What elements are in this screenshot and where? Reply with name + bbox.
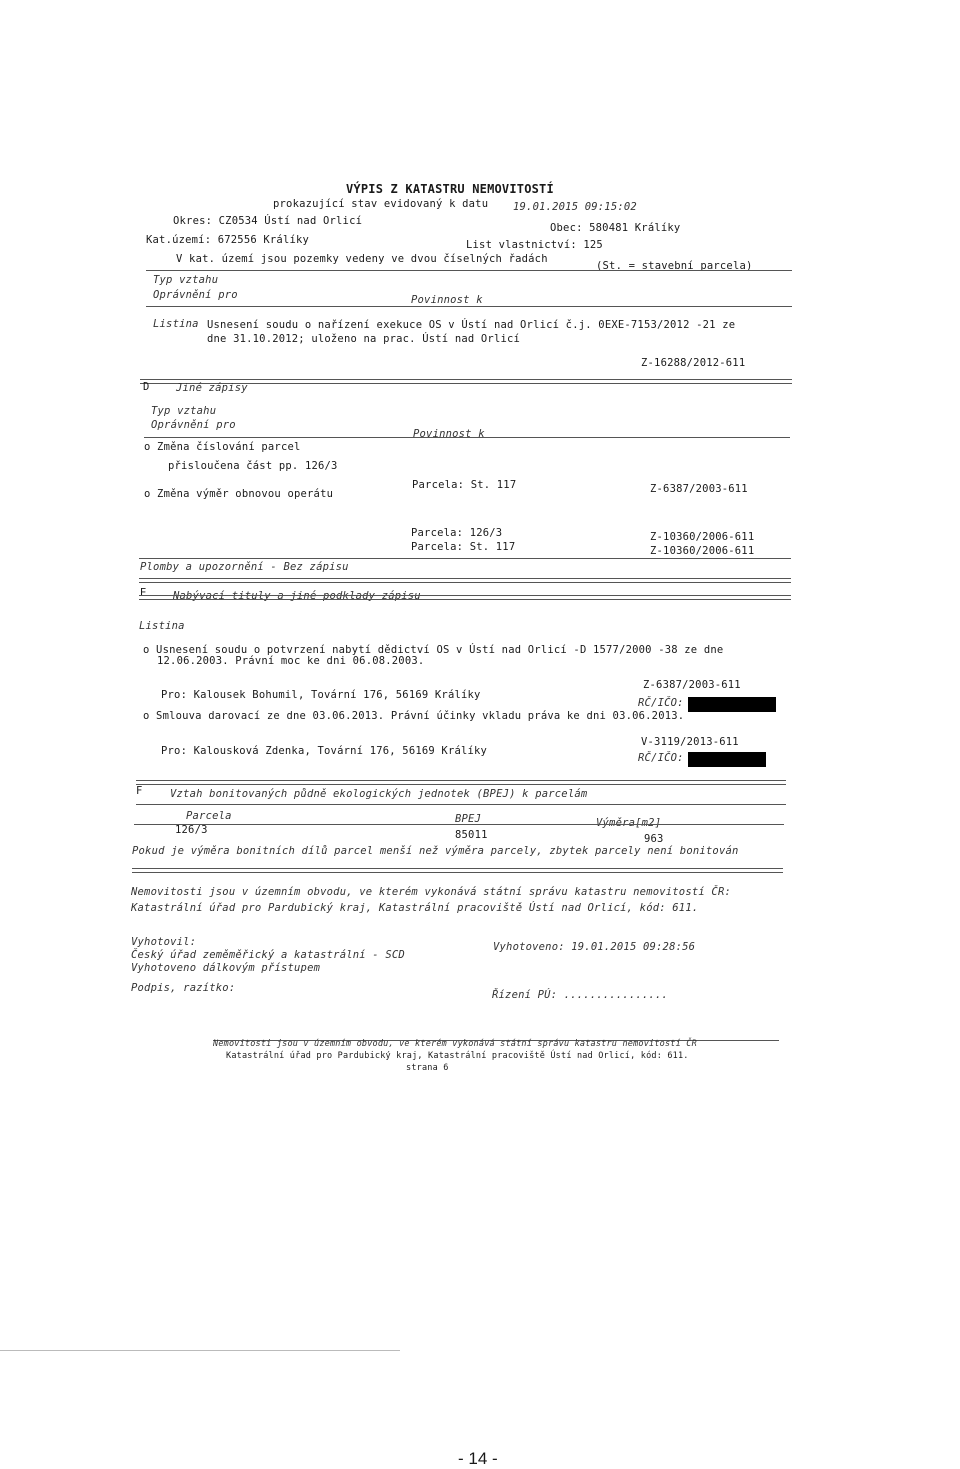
divider bbox=[139, 558, 791, 559]
zmena-vymer: o Změna výměr obnovou operátu bbox=[144, 488, 334, 500]
e-entry2-ref: V-3119/2013-611 bbox=[641, 736, 739, 748]
plomby: Plomby a upozornění - Bez zápisu bbox=[140, 561, 349, 573]
ref-z10360-b: Z-10360/2006-611 bbox=[650, 545, 755, 557]
list-vlastnictvi: List vlastnictví: 125 bbox=[466, 239, 603, 251]
bpej-note: Pokud je výměra bonitních dílů parcel menší než výměra parcely, zbytek parcely není bonitován bbox=[132, 845, 739, 857]
footer-line2: Katastrální úřad pro Pardubický kraj, Katastrální pracoviště Ústí nad Orlicí, kód: 611. bbox=[131, 902, 699, 914]
row-bpej: 85011 bbox=[455, 829, 488, 841]
e-entry2-rc: RČ/IČO: bbox=[638, 752, 684, 764]
typ-vztahu-label: Typ vztahu bbox=[151, 405, 217, 417]
e-entry1-line1: o Usnesení soudu o potvrzení nabytí dědictví OS v Ústí nad Orlicí -D 1577/2000 -38 ze dne bbox=[143, 644, 724, 656]
e-entry2-line1: o Smlouva darovací ze dne 03.06.2013. Právní účinky vkladu práva ke dni 03.06.2013. bbox=[143, 710, 685, 722]
listina-ref: Z-16288/2012-611 bbox=[641, 357, 746, 369]
col-vymera: Výměra[m2] bbox=[596, 817, 662, 829]
listina-line1: Usnesení soudu o nařízení exekuce OS v Ústí nad Orlicí č.j. 0EXE-7153/2012 -21 ze bbox=[207, 319, 736, 331]
col-bpej: BPEJ bbox=[455, 813, 482, 825]
section-divider bbox=[139, 578, 791, 583]
section-divider bbox=[139, 595, 791, 600]
divider bbox=[136, 804, 786, 805]
divider bbox=[146, 306, 792, 307]
redaction-box bbox=[688, 752, 766, 767]
ref-z10360-a: Z-10360/2006-611 bbox=[650, 531, 755, 543]
page-footer-line2: Katastrální úřad pro Pardubický kraj, Katastrální pracoviště Ústí nad Orlicí, kód: 611. bbox=[226, 1051, 689, 1061]
section-divider bbox=[132, 868, 783, 873]
opravneni-pro-label: Oprávnění pro bbox=[151, 419, 236, 431]
vyhotovil-2: Vyhotoveno dálkovým přístupem bbox=[131, 962, 321, 974]
parcela-st117-b: Parcela: St. 117 bbox=[411, 541, 516, 553]
page-number: - 14 - bbox=[458, 1449, 498, 1468]
section-e-letter: E bbox=[140, 587, 147, 599]
zmena-cislovani: o Změna číslování parcel bbox=[144, 441, 301, 453]
note-stavebni: (St. = stavební parcela) bbox=[596, 260, 753, 272]
vyhotoveno: Vyhotoveno: 19.01.2015 09:28:56 bbox=[493, 941, 696, 953]
vyhotovil-label: Vyhotovil: bbox=[131, 936, 197, 948]
parcela-st117: Parcela: St. 117 bbox=[412, 479, 517, 491]
katastralni-uzemi: Kat.území: 672556 Králíky bbox=[146, 234, 310, 246]
footer-line1: Nemovitosti jsou v územním obvodu, ve kterém vykonává státní správu katastru nemovitostí ČR: bbox=[131, 886, 731, 898]
ref-z6387: Z-6387/2003-611 bbox=[650, 483, 748, 495]
col-parcela: Parcela bbox=[186, 810, 232, 822]
subtitle-datetime: 19.01.2015 09:15:02 bbox=[513, 201, 637, 213]
e-entry1-pro: Pro: Kalousek Bohumil, Tovární 176, 56169 Králíky bbox=[161, 689, 481, 701]
subtitle-prefix: prokazující stav evidovaný k datu bbox=[273, 198, 489, 210]
page-footer-page: strana 6 bbox=[406, 1063, 449, 1073]
okres: Okres: CZ0534 Ústí nad Orlicí bbox=[173, 215, 363, 227]
section-divider bbox=[136, 780, 786, 785]
document-title: VÝPIS Z KATASTRU NEMOVITOSTÍ bbox=[346, 182, 554, 196]
podpis-razitko: Podpis, razítko: bbox=[131, 982, 236, 994]
povinnost-k-label: Povinnost k bbox=[411, 294, 483, 306]
e-entry2-pro: Pro: Kalousková Zdenka, Tovární 176, 56169 Králíky bbox=[161, 745, 488, 757]
e-entry1-rc: RČ/IČO: bbox=[638, 697, 684, 709]
section-f-title: Vztah bonitovaných půdně ekologických jednotek (BPEJ) k parcelám bbox=[170, 788, 588, 800]
divider bbox=[146, 270, 792, 271]
prislouceno: přisloučena část pp. 126/3 bbox=[168, 460, 338, 472]
redaction-box bbox=[688, 697, 776, 712]
section-d-title: Jiné zápisy bbox=[176, 382, 248, 394]
opravneni-pro-label: Oprávnění pro bbox=[153, 289, 238, 301]
row-vymera: 963 bbox=[644, 833, 664, 845]
e-entry1-ref: Z-6387/2003-611 bbox=[643, 679, 741, 691]
listina-label: Listina bbox=[153, 318, 199, 330]
section-e-title: Nabývací tituly a jiné podklady zápisu bbox=[173, 590, 421, 602]
parcela-126-3: Parcela: 126/3 bbox=[411, 527, 503, 539]
rizeni-pu: Řízení PÚ: ................ bbox=[492, 989, 669, 1001]
scan-edge-line bbox=[0, 1350, 400, 1351]
listina-label: Listina bbox=[139, 620, 185, 632]
divider bbox=[144, 437, 790, 438]
listina-line2: dne 31.10.2012; uloženo na prac. Ústí nad Orlicí bbox=[207, 333, 521, 345]
obec: Obec: 580481 Králíky bbox=[550, 222, 681, 234]
section-f-letter: F bbox=[136, 785, 143, 797]
page-footer-line1: Nemovitosti jsou v územním obvodu, ve kterém vykonává státní správu katastru nemovitostí ČR bbox=[213, 1039, 697, 1049]
section-d-letter: D bbox=[143, 381, 150, 393]
divider bbox=[134, 824, 784, 825]
row-parcela: 126/3 bbox=[175, 824, 208, 836]
e-entry1-line2: 12.06.2003. Právní moc ke dni 06.08.2003. bbox=[157, 655, 425, 667]
povinnost-k-label: Povinnost k bbox=[413, 428, 485, 440]
note-line: V kat. území jsou pozemky vedeny ve dvou číselných řadách bbox=[176, 253, 548, 265]
vyhotovil-1: Český úřad zeměměřický a katastrální - SCD bbox=[131, 949, 405, 961]
typ-vztahu-label: Typ vztahu bbox=[153, 274, 219, 286]
